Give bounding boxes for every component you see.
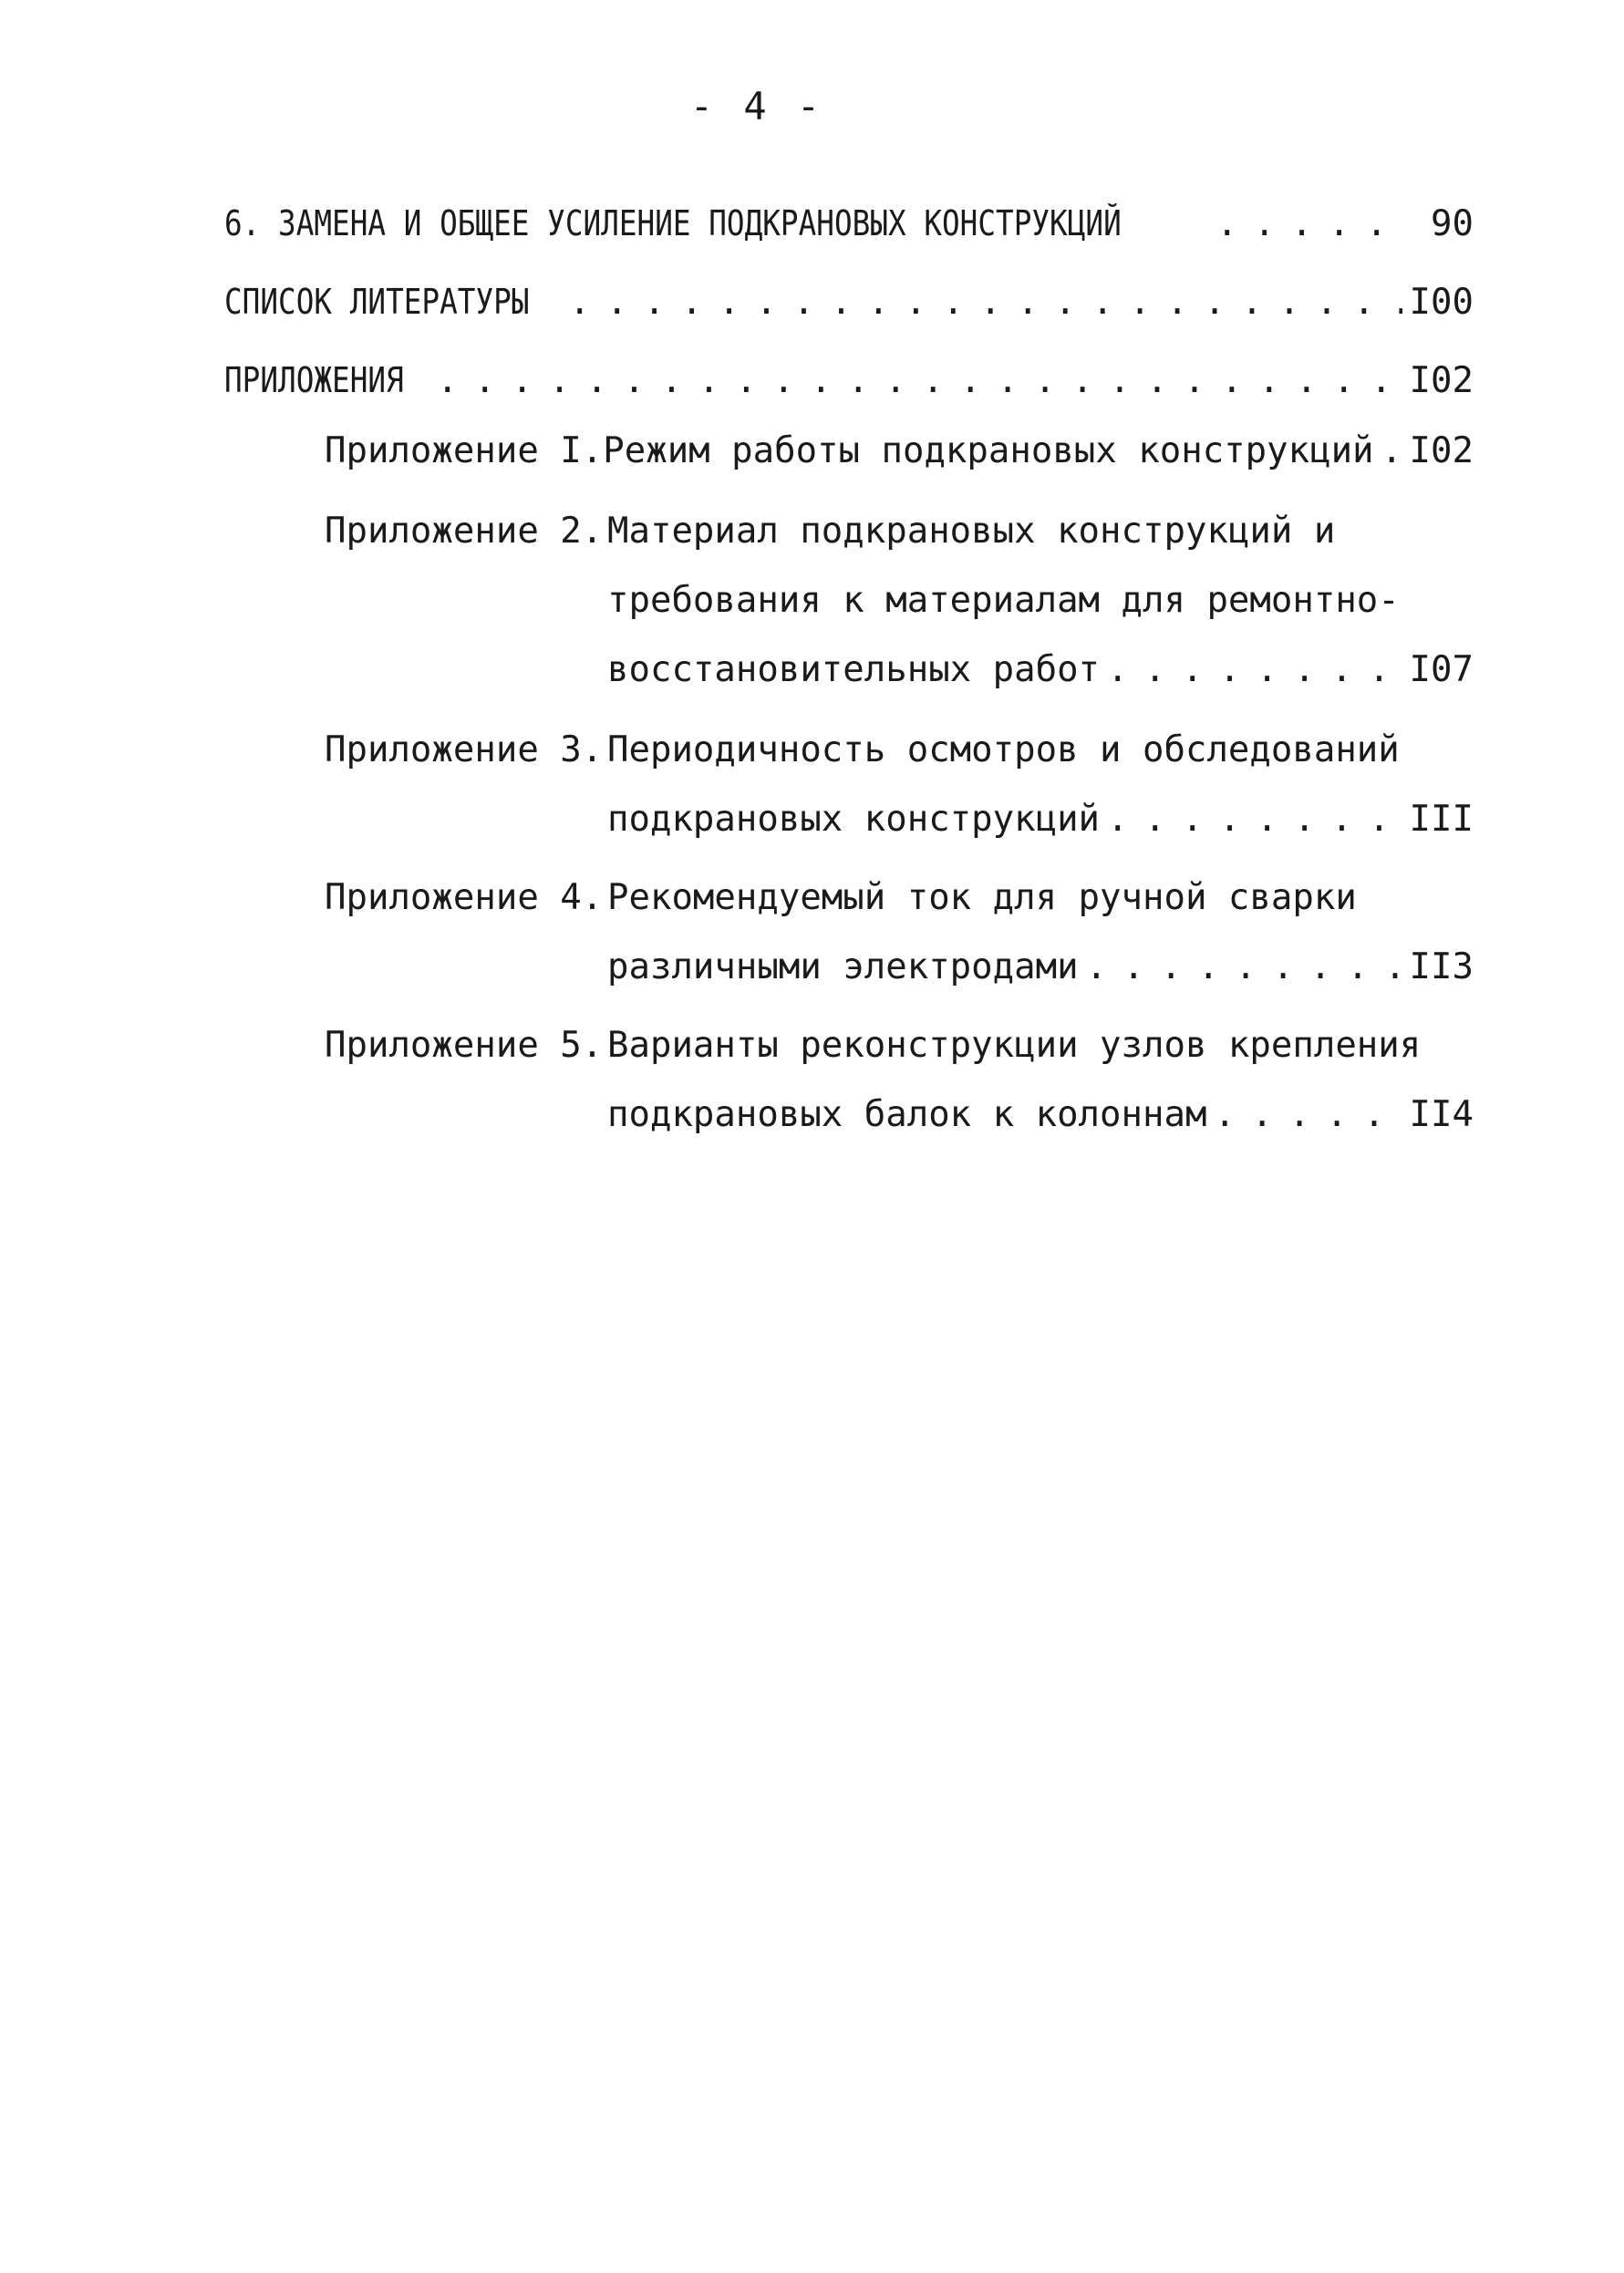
toc-entry-page: II3 — [1409, 946, 1474, 987]
toc-leader — [1216, 203, 1412, 245]
toc-leader — [569, 282, 1402, 324]
appendix-title-line: Материал подкрановых конструкций и — [607, 511, 1336, 552]
toc-entry-page: II4 — [1409, 1094, 1474, 1135]
appendix-label: Приложение 4. — [325, 877, 604, 918]
toc-leader — [1107, 649, 1402, 691]
appendix-title-line: Периодичность осмотров и обследований — [607, 729, 1400, 770]
toc-entry-bibliography[interactable] — [224, 281, 1474, 324]
toc-entry-section-6[interactable] — [224, 202, 1474, 245]
toc-entry-title: 6. ЗАМЕНА И ОБЩЕЕ УСИЛЕНИЕ ПОДКРАНОВЫХ КОНСТРУКЦИЙ — [224, 203, 1122, 243]
toc-leader — [1214, 1094, 1402, 1136]
toc-entry-page: 90 — [1431, 203, 1474, 244]
appendix-label: Приложение 5. — [325, 1025, 604, 1066]
appendix-title-line: Варианты реконструкции узлов крепления — [607, 1025, 1422, 1066]
appendix-label: Приложение I. — [325, 430, 604, 471]
toc-entry-appendix-4[interactable] — [607, 946, 1474, 988]
toc-entry-page: I02 — [1409, 430, 1474, 471]
appendix-title-line: Рекомендуемый ток для ручной сварки — [607, 877, 1357, 918]
toc-entry-appendix-3[interactable] — [607, 799, 1474, 841]
appendix-title-line: Режим работы подкрановых конструкций — [603, 430, 1374, 471]
toc-entry-title: ПРИЛОЖЕНИЯ — [224, 360, 404, 400]
toc-entry-appendix-2[interactable] — [607, 649, 1474, 691]
toc-entry-page: I02 — [1409, 360, 1474, 401]
toc-leader — [1086, 946, 1402, 988]
toc-entry-appendices[interactable] — [224, 359, 1474, 402]
toc-entry-title: СПИСОК ЛИТЕРАТУРЫ — [224, 282, 530, 322]
toc-entry-appendix-1[interactable] — [325, 430, 1474, 472]
appendix-label: Приложение 2. — [325, 511, 604, 552]
toc-leader — [1381, 430, 1402, 472]
toc-entry-page: I07 — [1409, 649, 1474, 690]
appendix-label: Приложение 3. — [325, 729, 604, 770]
toc-entry-page: III — [1409, 799, 1474, 840]
toc-entry-page: I00 — [1409, 282, 1474, 323]
toc-leader — [437, 360, 1402, 402]
toc-leader — [1107, 799, 1402, 841]
appendix-title-line: восстановительных работ — [607, 649, 1101, 690]
appendix-title-line: подкрановых конструкций — [607, 799, 1101, 840]
appendix-title-line: подкрановых балок к колоннам — [607, 1094, 1207, 1135]
page-number: - 4 - — [689, 84, 824, 129]
appendix-title-line: требования к материалам для ремонтно- — [607, 580, 1400, 621]
appendix-title-line: различными электродами — [607, 946, 1079, 987]
toc-entry-appendix-5[interactable] — [607, 1094, 1474, 1136]
